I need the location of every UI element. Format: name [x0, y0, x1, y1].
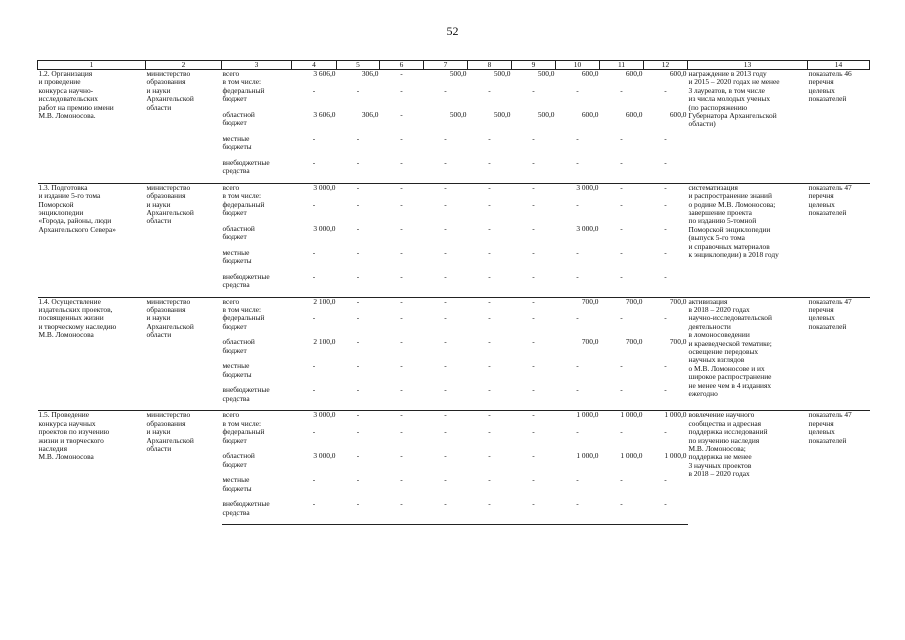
funding-source: федеральный бюджет [222, 313, 265, 331]
funding-value: - [532, 313, 535, 323]
funding-value: - [444, 85, 447, 95]
funding-value: - [356, 157, 360, 167]
funding-value: - [356, 313, 360, 323]
funding-value: - [468, 500, 512, 525]
funding-value: 2 100,0 [313, 337, 336, 347]
column-number: 13 [688, 61, 808, 70]
funding-value: 3 000,0 [292, 411, 337, 420]
funding-value: 1 000,0 [576, 451, 599, 461]
funding-row [38, 183, 870, 192]
funding-value: - [664, 271, 667, 281]
funding-value: - [664, 385, 667, 395]
funding-value: 3 000,0 [313, 223, 336, 233]
funding-source: местные бюджеты [222, 361, 252, 379]
funding-value: - [532, 385, 535, 395]
funding-value: - [488, 271, 491, 281]
funding-value: - [664, 247, 667, 257]
funding-source: в том числе: [222, 191, 262, 201]
funding-value: - [620, 133, 623, 143]
funding-value: - [532, 247, 535, 257]
funding-value: - [620, 427, 623, 437]
funding-source: местные бюджеты [222, 247, 252, 266]
funding-value: - [356, 337, 360, 347]
funding-value: 700,0 [581, 337, 599, 347]
funding-value: - [488, 85, 491, 95]
funding-value: - [576, 427, 579, 437]
funding-value: 3 000,0 [292, 183, 337, 192]
funding-source: областной бюджет [222, 223, 255, 242]
funding-value: 700,0 [669, 337, 687, 347]
funding-value: - [312, 385, 316, 395]
column-number: 14 [808, 61, 870, 70]
funding-value: - [488, 385, 491, 395]
column-number: 5 [337, 61, 380, 70]
funding-value: - [488, 133, 491, 143]
funding-value: - [356, 223, 360, 233]
funding-value: - [312, 85, 316, 95]
funding-value: - [576, 85, 579, 95]
funding-value: - [532, 361, 535, 371]
funding-value: - [512, 500, 556, 525]
funding-value: 600,0 [600, 70, 644, 79]
funding-value: - [576, 199, 579, 209]
funding-value: - [400, 427, 403, 437]
funding-value: - [532, 337, 535, 347]
funding-value: - [444, 223, 447, 233]
column-number: 2 [146, 61, 222, 70]
funding-value: - [576, 475, 579, 485]
expected-result: активизация в 2018 – 2020 годах научно-исследовательской деятельности в ломоносоведении и краеведческой тематике; освещение передовых научных взглядов о М.В. Ломоносове и их широкое распространение не менее чем в 4 изданиях ежегодно [688, 297, 808, 411]
funding-value: - [488, 199, 491, 209]
funding-value: 500,0 [493, 109, 511, 119]
activity-name: 1.4. Осуществление издательских проектов, посвященных жизни и творческому наследию М.В. Ломоносова [38, 297, 146, 411]
column-number: 10 [556, 61, 600, 70]
funding-value: - [380, 411, 424, 420]
funding-source: федеральный бюджет [222, 199, 265, 218]
funding-value: 306,0 [361, 109, 379, 119]
funding-value: - [400, 85, 403, 95]
funding-value: - [337, 297, 380, 306]
page-number: 52 [446, 24, 459, 38]
funding-value: - [532, 199, 535, 209]
funding-value: 3 606,0 [313, 109, 336, 119]
funding-value: 600,0 [669, 109, 687, 119]
funding-value: 3 000,0 [576, 223, 599, 233]
funding-value: - [488, 247, 491, 257]
funding-value: - [444, 157, 447, 167]
funding-value: - [488, 313, 491, 323]
funding-value: - [444, 271, 447, 281]
target-indicator: показатель 46 перечня целевых показателей [808, 70, 870, 184]
funding-value: - [337, 411, 380, 420]
funding-value: - [664, 157, 667, 167]
column-number: 8 [468, 61, 512, 70]
funding-value: - [312, 199, 316, 209]
funding-value: - [512, 183, 556, 192]
funding-value: - [380, 70, 424, 79]
funding-value: - [400, 361, 403, 371]
funding-value: - [488, 337, 491, 347]
funding-value: 3 606,0 [292, 70, 337, 79]
funding-value: - [532, 427, 535, 437]
funding-value: - [488, 223, 491, 233]
funding-value: 600,0 [581, 109, 599, 119]
funding-value: 3 000,0 [313, 451, 336, 461]
funding-value: - [664, 475, 667, 485]
funding-value: - [468, 411, 512, 420]
funding-value: - [424, 500, 468, 525]
expected-result: систематизация и распространение знаний о родине М.В. Ломоносова; завершение проекта по изданию 5-томной Поморской энциклопедии (выпуск 5-го тома и справочных материалов к энциклопедии) в 2018 году [688, 183, 808, 297]
funding-value: 1 000,0 [644, 411, 688, 420]
funding-value: - [312, 313, 316, 323]
funding-value: - [488, 451, 491, 461]
funding-value: - [620, 313, 623, 323]
funding-value: 500,0 [424, 70, 468, 79]
funding-value: 1 000,0 [620, 451, 643, 461]
funding-value: - [444, 133, 447, 143]
funding-row [38, 297, 870, 306]
funding-value: 700,0 [644, 297, 688, 306]
funding-value: - [400, 223, 403, 233]
funding-value: - [444, 337, 447, 347]
funding-value: - [620, 361, 623, 371]
funding-value: - [444, 427, 447, 437]
funding-source: местные бюджеты [222, 133, 252, 152]
funding-value: - [400, 475, 403, 485]
funding-source: всего [222, 297, 292, 306]
funding-value: - [600, 183, 644, 192]
responsible-org: министерство образования и науки Архангельской области [146, 297, 222, 411]
funding-value: - [312, 427, 316, 437]
column-number: 4 [292, 61, 337, 70]
funding-value: - [664, 85, 667, 95]
activity-name: 1.5. Проведение конкурса научных проектов по изучению жизни и творческого наследия М.В. Ломоносова [38, 411, 146, 525]
funding-source: всего [222, 183, 292, 192]
funding-value: - [356, 451, 360, 461]
funding-value: - [488, 157, 491, 167]
funding-value: 600,0 [556, 70, 600, 79]
funding-source: федеральный бюджет [222, 427, 265, 445]
funding-value: - [532, 133, 535, 143]
funding-source: внебюджетные средства [222, 500, 292, 525]
funding-value: - [356, 85, 360, 95]
funding-value: - [576, 313, 579, 323]
funding-value: - [532, 451, 535, 461]
funding-source: федеральный бюджет [222, 85, 265, 104]
funding-value: - [400, 451, 403, 461]
funding-value: - [312, 475, 316, 485]
funding-value: - [400, 247, 403, 257]
responsible-org: министерство образования и науки Архангельской области [146, 70, 222, 184]
funding-value: - [576, 271, 579, 281]
funding-value: - [424, 183, 468, 192]
column-number: 6 [380, 61, 424, 70]
funding-source: областной бюджет [222, 337, 255, 355]
funding-value: 700,0 [600, 297, 644, 306]
funding-value: 306,0 [337, 70, 380, 79]
funding-value: - [400, 271, 403, 281]
funding-source: всего [222, 411, 292, 420]
funding-value: - [664, 313, 667, 323]
funding-value: - [620, 199, 623, 209]
funding-value: - [468, 183, 512, 192]
funding-value: - [620, 85, 623, 95]
funding-value: - [400, 157, 403, 167]
funding-value: - [556, 500, 600, 525]
funding-value: - [620, 385, 623, 395]
funding-value: - [512, 297, 556, 306]
funding-value: - [444, 361, 447, 371]
funding-value: - [356, 385, 360, 395]
funding-value: - [400, 133, 403, 143]
funding-value: - [576, 157, 579, 167]
funding-value: 500,0 [468, 70, 512, 79]
responsible-org: министерство образования и науки Архангельской области [146, 183, 222, 297]
expected-result: награждение в 2013 году и 2015 – 2020 годах не менее 3 лауреатов, в том числе из числа молодых ученых (по распоряжению Губернатора Архангельской области) [688, 70, 808, 184]
expected-result: вовлечение научного сообщества и адресная поддержка исследований по изучению наследия М.В. Ломоносова; поддержка не менее 3 научных проектов в 2018 – 2020 годах [688, 411, 808, 525]
funding-value: 1 000,0 [600, 411, 644, 420]
funding-value: - [644, 183, 688, 192]
funding-value: - [444, 313, 447, 323]
funding-value: - [488, 361, 491, 371]
funding-value: - [400, 337, 403, 347]
funding-value: - [532, 475, 535, 485]
funding-value: - [356, 199, 360, 209]
funding-value: - [444, 451, 447, 461]
responsible-org: министерство образования и науки Архангельской области [146, 411, 222, 525]
funding-value: - [620, 475, 623, 485]
funding-value: - [468, 297, 512, 306]
funding-value: - [532, 85, 535, 95]
funding-row [38, 70, 870, 79]
funding-source: областной бюджет [222, 109, 255, 128]
funding-value: - [644, 500, 688, 525]
funding-value: - [356, 361, 360, 371]
funding-source: всего [222, 70, 292, 79]
funding-value: - [488, 427, 491, 437]
funding-source: внебюджетные средства [222, 157, 270, 176]
funding-value: - [312, 271, 316, 281]
funding-value: - [312, 361, 316, 371]
activity-name: 1.3. Подготовка и издание 5-го тома Поморской энциклопедии «Города, районы, люди Архангельского Севера» [38, 183, 146, 297]
funding-value: - [664, 199, 667, 209]
funding-value: 700,0 [625, 337, 643, 347]
funding-value: - [312, 133, 316, 143]
funding-value: - [576, 385, 579, 395]
funding-value: - [444, 199, 447, 209]
funding-value: 700,0 [556, 297, 600, 306]
funding-value: - [312, 157, 316, 167]
funding-source: в том числе: [222, 418, 262, 428]
funding-source: внебюджетные средства [222, 385, 270, 403]
funding-value: - [576, 247, 579, 257]
funding-value: - [664, 361, 667, 371]
funding-value: - [380, 297, 424, 306]
funding-value: - [512, 411, 556, 420]
funding-source: местные бюджеты [222, 475, 252, 493]
column-number: 3 [222, 61, 292, 70]
funding-source: областной бюджет [222, 451, 255, 469]
funding-value: 1 000,0 [664, 451, 687, 461]
funding-value: - [380, 500, 424, 525]
column-number: 12 [644, 61, 688, 70]
activity-name: 1.2. Организация и проведение конкурса научно- исследовательских работ на премию имени М.В. Ломоносова. [38, 70, 146, 184]
target-indicator: показатель 47 перечня целевых показателей [808, 411, 870, 525]
funding-value: - [576, 361, 579, 371]
funding-value: - [488, 475, 491, 485]
column-number: 9 [512, 61, 556, 70]
funding-value: 500,0 [449, 109, 467, 119]
funding-value: - [424, 411, 468, 420]
funding-value: - [444, 385, 447, 395]
funding-value: 600,0 [625, 109, 643, 119]
funding-value: - [620, 247, 623, 257]
funding-value: - [620, 271, 623, 281]
funding-source: в том числе: [222, 305, 262, 315]
funding-value: - [664, 427, 667, 437]
funding-row [38, 411, 870, 420]
funding-value: - [337, 183, 380, 192]
funding-value: - [356, 247, 360, 257]
funding-source: внебюджетные средства [222, 271, 270, 290]
column-number: 1 [38, 61, 146, 70]
column-number: 7 [424, 61, 468, 70]
funding-value: - [380, 183, 424, 192]
funding-value: - [356, 427, 360, 437]
target-indicator: показатель 47 перечня целевых показателей [808, 297, 870, 411]
program-activities-table [37, 60, 870, 525]
funding-value: - [292, 500, 337, 525]
funding-source: в том числе: [222, 77, 262, 87]
funding-value: 1 000,0 [556, 411, 600, 420]
funding-value: 500,0 [537, 109, 555, 119]
funding-value: - [444, 475, 447, 485]
funding-value: 2 100,0 [292, 297, 337, 306]
funding-value: 500,0 [512, 70, 556, 79]
funding-value: - [532, 157, 535, 167]
funding-value: - [356, 475, 360, 485]
funding-value: - [400, 385, 403, 395]
funding-value: - [664, 133, 667, 143]
funding-value: - [600, 500, 644, 525]
funding-value: 600,0 [644, 70, 688, 79]
funding-value: - [532, 223, 535, 233]
funding-value: - [620, 157, 623, 167]
target-indicator: показатель 47 перечня целевых показателей [808, 183, 870, 297]
funding-value: - [532, 271, 535, 281]
funding-value: - [337, 500, 380, 525]
funding-value: - [400, 109, 403, 119]
funding-value: - [664, 223, 667, 233]
funding-value: - [444, 247, 447, 257]
funding-value: - [356, 133, 360, 143]
column-number: 11 [600, 61, 644, 70]
funding-value: - [400, 313, 403, 323]
funding-value: - [312, 247, 316, 257]
funding-value: - [576, 133, 579, 143]
funding-value: - [620, 223, 623, 233]
funding-value: - [424, 297, 468, 306]
funding-value: - [400, 199, 403, 209]
funding-value: - [356, 271, 360, 281]
funding-value: 3 000,0 [556, 183, 600, 192]
